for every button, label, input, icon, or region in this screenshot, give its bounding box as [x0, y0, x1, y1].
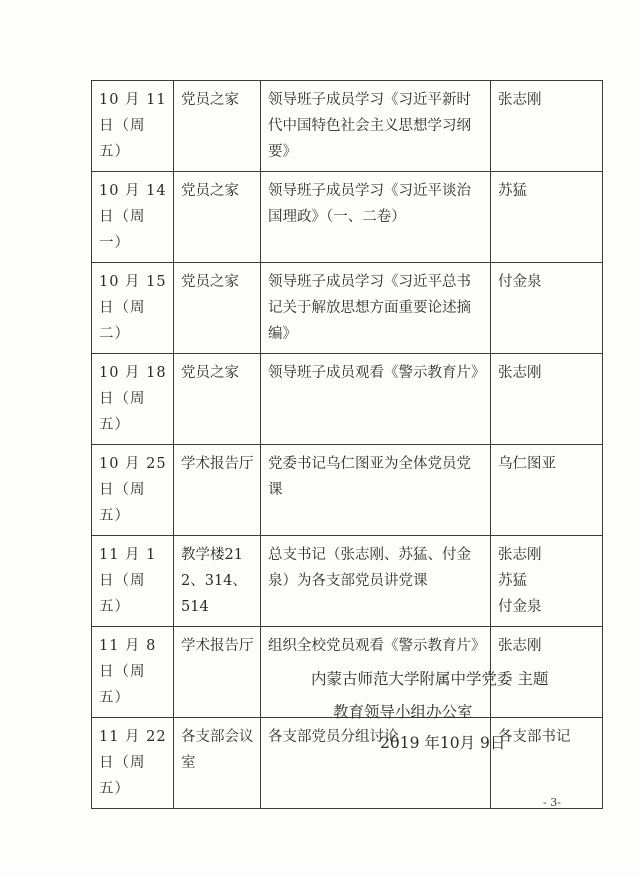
content-cell: 组织全校党员观看《警示教育片》 — [261, 627, 491, 718]
table-row — [92, 445, 603, 536]
people-cell — [491, 172, 603, 263]
person-name: 张志刚 — [498, 547, 542, 563]
person-name: 张志刚 — [498, 365, 542, 381]
person-name: 张志刚 — [498, 638, 542, 654]
signature-date: 2019 年10月 9日 — [380, 734, 506, 752]
table-row — [92, 536, 603, 627]
place-cell: 党员之家 — [174, 354, 261, 445]
person-name: 苏猛 — [498, 573, 527, 589]
content-cell: 领导班子成员学习《习近平新时代中国特色社会主义思想学习纲要》 — [261, 81, 491, 172]
date-cell: 10 月 14 日（周一） — [92, 172, 174, 263]
date-cell: 10 月 25 日（周五） — [92, 445, 174, 536]
person-name: 苏猛 — [498, 183, 527, 199]
person-name: 付金泉 — [498, 599, 542, 615]
date-cell: 11 月 1 日（周五） — [92, 536, 174, 627]
date-cell: 10 月 18 日（周五） — [92, 354, 174, 445]
content-cell: 党委书记乌仁图亚为全体党员党课 — [261, 445, 491, 536]
place-cell: 各支部会议室 — [174, 718, 261, 809]
place-cell: 学术报告厅 — [174, 445, 261, 536]
people-cell — [491, 718, 603, 809]
content-cell: 领导班子成员学习《习近平谈治国理政》（一、二卷） — [261, 172, 491, 263]
person-name: 张志刚 — [498, 92, 542, 108]
content-cell: 领导班子成员学习《习近平总书记关于解放思想方面重要论述摘编》 — [261, 263, 491, 354]
people-cell — [491, 445, 603, 536]
place-cell: 教学楼212、314、514 — [174, 536, 261, 627]
person-name: 乌仁图亚 — [498, 456, 556, 472]
content-cell: 总支书记（张志刚、苏猛、付金泉）为各支部党员讲党课 — [261, 536, 491, 627]
page-number: - 3- — [543, 796, 561, 809]
person-name: 各支部书记 — [498, 729, 571, 745]
signature-organization: 内蒙古师范大学附属中学党委 主题 — [311, 670, 549, 688]
place-cell: 党员之家 — [174, 263, 261, 354]
place-cell: 学术报告厅 — [174, 627, 261, 718]
signature-office: 教育领导小组办公室 — [333, 703, 473, 721]
content-cell: 领导班子成员观看《警示教育片》 — [261, 354, 491, 445]
table-row — [92, 263, 603, 354]
place-cell: 党员之家 — [174, 81, 261, 172]
date-cell: 11 月 22 日（周五） — [92, 718, 174, 809]
place-cell: 党员之家 — [174, 172, 261, 263]
table-row — [92, 172, 603, 263]
people-cell — [491, 263, 603, 354]
table-row — [92, 354, 603, 445]
table-row — [92, 81, 603, 172]
people-cell — [491, 81, 603, 172]
table-row — [92, 718, 603, 809]
date-cell: 11 月 8 日（周五） — [92, 627, 174, 718]
people-cell — [491, 354, 603, 445]
person-name: 付金泉 — [498, 274, 542, 290]
date-cell: 10 月 15 日（周二） — [92, 263, 174, 354]
content-cell: 各支部党员分组讨论 — [261, 718, 491, 809]
people-cell — [491, 536, 603, 627]
date-cell: 10 月 11 日（周五） — [92, 81, 174, 172]
